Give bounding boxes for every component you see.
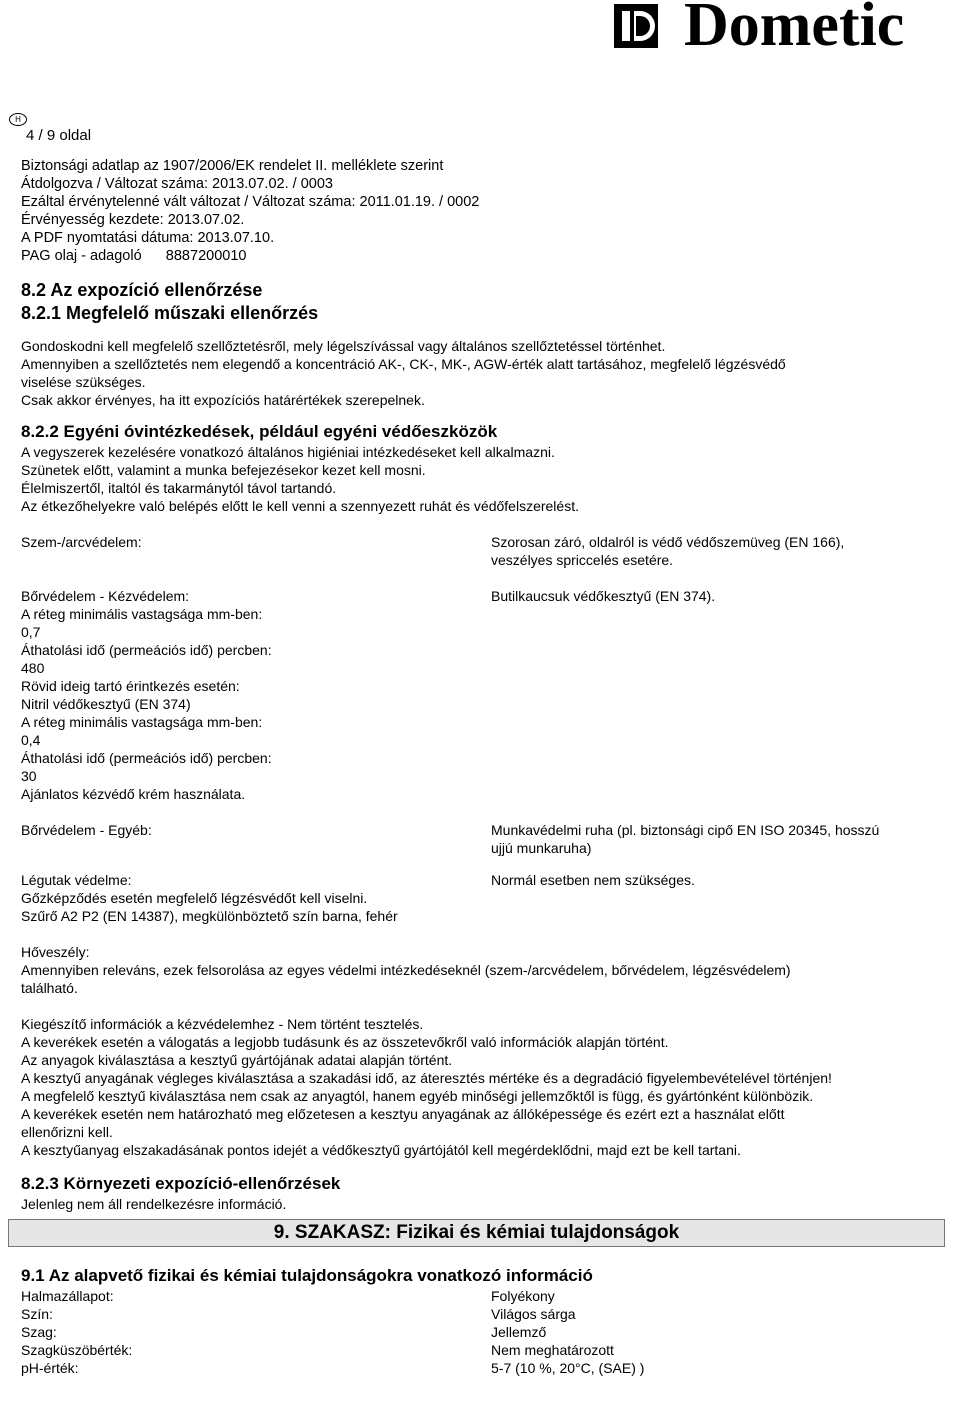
hand-protection-value: Butilkaucsuk védőkesztyű (EN 374).	[491, 588, 716, 604]
skin-other-value: ujjú munkaruha)	[491, 840, 592, 856]
paragraph-line: A vegyszerek kezelésére vonatkozó általános higiéniai intézkedéseket kell alkalmazni.	[21, 444, 555, 460]
property-row	[21, 1341, 946, 1359]
eye-protection-value: veszélyes spriccelés esetére.	[491, 552, 674, 568]
subsection-title: 8.2.3 Környezeti expozíció-ellenőrzések	[21, 1174, 341, 1193]
header-line: Átdolgozva / Változat száma: 2013.07.02. / 0003	[21, 176, 333, 192]
paragraph-line: Jelenleg nem áll rendelkezésre információ.	[21, 1196, 287, 1212]
respiratory-line: Szűrő A2 P2 (EN 14387), megkülönböztető szín barna, fehér	[21, 908, 398, 924]
glove-info-line: Kiegészítő információk a kézvédelemhez - Nem történt tesztelés.	[21, 1016, 424, 1032]
paragraph-line: Gondoskodni kell megfelelő szellőztetésről, mely légelszívással vagy általános szellőztetéssel történhet.	[21, 338, 666, 354]
header-line: Érvényesség kezdete: 2013.07.02.	[21, 212, 245, 228]
eye-protection-row	[21, 533, 946, 569]
thermal-hazard-line: Amennyiben releváns, ezek felsorolása az egyes védelmi intézkedéseknél (szem-/arcvédelem, bőrvédelem, légzésvédelem)	[21, 962, 791, 978]
hand-protection-row	[21, 587, 946, 803]
glove-info-line: A keverékek esetén a válogatás a legjobb tudásunk és az összetevőkről való információk alapján történt.	[21, 1034, 669, 1050]
hand-protection-line: 0,7	[21, 624, 41, 640]
page-indicator: 4 / 9 oldal	[26, 127, 92, 144]
skin-other-value: Munkavédelmi ruha (pl. biztonsági cipő EN ISO 20345, hosszú	[491, 822, 880, 838]
property-label: Szag:	[21, 1324, 57, 1340]
property-value: Nem meghatározott	[491, 1342, 614, 1358]
hand-protection-line: Nitril védőkesztyű (EN 374)	[21, 696, 191, 712]
paragraph-line: Csak akkor érvényes, ha itt expozíciós határértékek szerepelnek.	[21, 392, 425, 408]
dometic-emblem-icon	[612, 0, 678, 52]
hand-protection-line: Áthatolási idő (permeációs idő) percben:	[21, 642, 272, 658]
eye-protection-label: Szem-/arcvédelem:	[21, 534, 142, 550]
property-label: Szín:	[21, 1306, 53, 1322]
property-label: Halmazállapot:	[21, 1288, 114, 1304]
hand-protection-line: A réteg minimális vastagsága mm-ben:	[21, 714, 263, 730]
property-label: pH-érték:	[21, 1360, 79, 1376]
paragraph-line: Amennyiben a szellőztetés nem elegendő a koncentráció AK-, CK-, MK-, AGW-érték alatt tartásához, megfelelő légzésvédő	[21, 356, 786, 372]
glove-info-line: ellenőrizni kell.	[21, 1124, 113, 1140]
skin-other-row	[21, 821, 946, 857]
respiratory-line: Gőzképződés esetén megfelelő légzésvédőt kell viselni.	[21, 890, 368, 906]
glove-info-line: A kesztyűanyag elszakadásának pontos idejét a védőkesztyű gyártójától kell megérdeklődni, majd ezt be kell tartani.	[21, 1142, 741, 1158]
hand-protection-line: Áthatolási idő (permeációs idő) percben:	[21, 750, 272, 766]
hand-protection-line: Ajánlatos kézvédő krém használata.	[21, 786, 246, 802]
document-header	[21, 157, 946, 265]
property-value: Folyékony	[491, 1288, 555, 1304]
respiratory-value: Normál esetben nem szükséges.	[491, 872, 695, 888]
property-row	[21, 1359, 946, 1377]
property-value: Jellemző	[491, 1324, 547, 1340]
skin-other-label: Bőrvédelem - Egyéb:	[21, 822, 152, 838]
subsection-title: 8.2.1 Megfelelő műszaki ellenőrzés	[21, 303, 319, 323]
header-line: PAG olaj - adagoló 8887200010	[21, 248, 247, 264]
eye-protection-value: Szorosan záró, oldalról is védő védőszemüveg (EN 166),	[491, 534, 845, 550]
hand-protection-line: Rövid ideig tartó érintkezés esetén:	[21, 678, 240, 694]
dometic-logo	[612, 0, 960, 59]
header-line: Biztonsági adatlap az 1907/2006/EK rendelet II. melléklete szerint	[21, 158, 444, 174]
header-line: A PDF nyomtatási dátuma: 2013.07.10.	[21, 230, 275, 246]
respiratory-line: Légutak védelme:	[21, 872, 132, 888]
subsection-title: 9.1 Az alapvető fizikai és kémiai tulajdonságokra vonatkozó információ	[21, 1266, 593, 1285]
document-body	[21, 127, 946, 1377]
section-title: 8.2 Az expozíció ellenőrzése	[21, 280, 263, 300]
glove-info-line: A keverékek esetén nem határozható meg előzetesen a kesztyu anyagának az állóképessége és ezért ezt a használat előtt	[21, 1106, 785, 1122]
paragraph-line: viselése szükséges.	[21, 374, 146, 390]
hand-protection-line: A réteg minimális vastagsága mm-ben:	[21, 606, 263, 622]
thermal-hazard-line: Hőveszély:	[21, 944, 90, 960]
glove-info-line: A megfelelő kesztyű kiválasztása nem csak az anyagtól, hanem egyéb minőségi jellemzőktől is függ, és gyártónként különbözik.	[21, 1088, 814, 1104]
hand-protection-line: 480	[21, 660, 45, 676]
property-value: 5-7 (10 %, 20°C, (SAE) )	[491, 1360, 645, 1376]
paragraph-line: Az étkezőhelyekre való belépés előtt le kell venni a szennyezett ruhát és védőfelszerelést.	[21, 498, 579, 514]
brand-name: Dometic	[684, 0, 905, 59]
property-row	[21, 1323, 946, 1341]
property-value: Világos sárga	[491, 1306, 576, 1322]
subsection-title: 8.2.2 Egyéni óvintézkedések, például egyéni védőeszközök	[21, 422, 498, 441]
property-label: Szagküszöbérték:	[21, 1342, 133, 1358]
respiratory-protection-row	[21, 871, 946, 925]
glove-info-line: Az anyagok kiválasztása a kesztyű gyártójának adatai alapján történt.	[21, 1052, 453, 1068]
property-row	[21, 1287, 946, 1305]
thermal-hazard-line: található.	[21, 980, 78, 996]
property-row	[21, 1305, 946, 1323]
glove-info-line: A kesztyű anyagának végleges kiválasztása a szakadási idő, az áteresztés mértéke és a degradáció figyelembevételével történjen!	[21, 1070, 832, 1086]
hand-protection-line: Bőrvédelem - Kézvédelem:	[21, 588, 190, 604]
paragraph-line: Élelmiszertől, italtól és takarmánytól távol tartandó.	[21, 480, 337, 496]
section-9-banner: 9. SZAKASZ: Fizikai és kémiai tulajdonságok	[8, 1219, 945, 1247]
hand-protection-line: 0,4	[21, 732, 41, 748]
paragraph-line: Szünetek előtt, valamint a munka befejezésekor kezet kell mosni.	[21, 462, 426, 478]
language-badge: H	[9, 113, 27, 126]
header-line: Ezáltal érvénytelenné vált változat / Változat száma: 2011.01.19. / 0002	[21, 194, 480, 210]
hand-protection-line: 30	[21, 768, 37, 784]
